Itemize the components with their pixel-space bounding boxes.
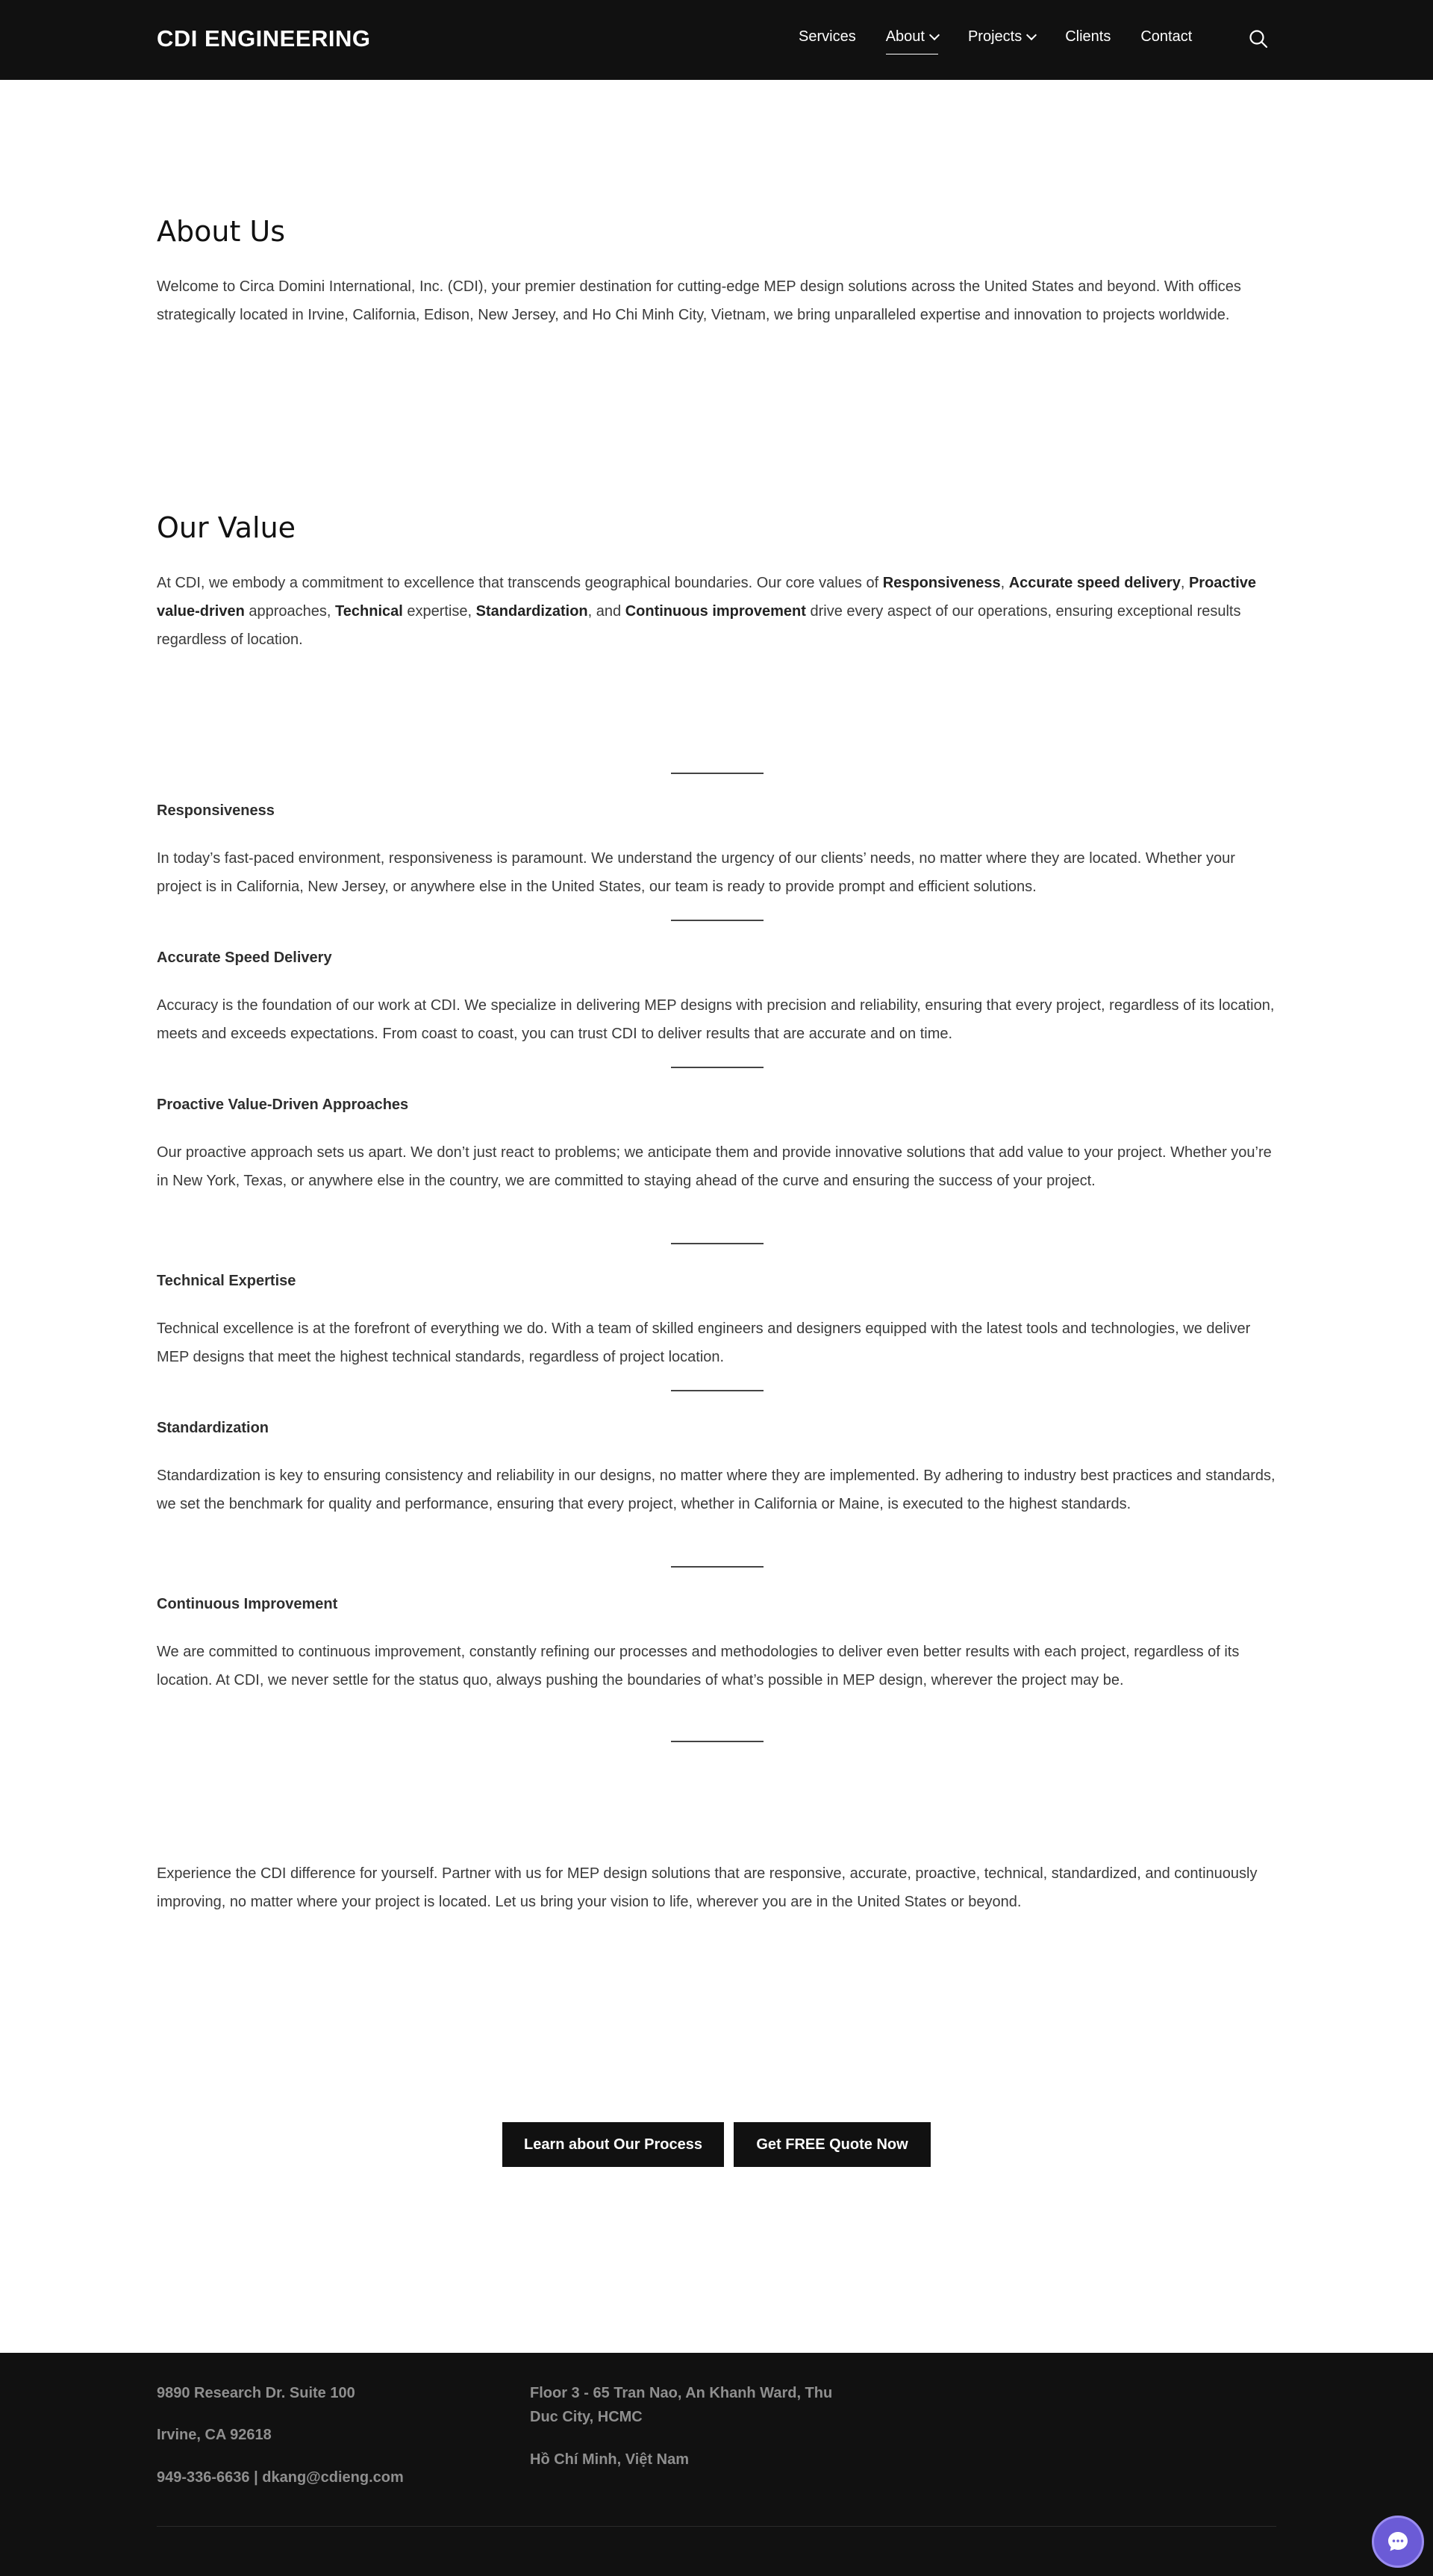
value-text-technical: Technical excellence is at the forefront of everything we do. With a team of skilled engineers and designers equipped with the latest tools and technologies, we deliver MEP designs that meet the highest technical standards, regardless of project location. [157, 1320, 1251, 1365]
nav-about-label: About [885, 28, 925, 45]
value-title-accurate-speed: Accurate Speed Delivery [157, 949, 332, 966]
divider [671, 1067, 764, 1068]
divider [671, 1741, 764, 1742]
value-text-responsiveness: In today’s fast-paced environment, responsiveness is paramount. We understand the urgency of our clients’ needs, no matter where they are located. Whether your project is in California, New Jersey, or anywhere else in the United States, our team is ready to provide prompt and efficient solutions. [157, 850, 1235, 895]
nav-services[interactable] [799, 28, 856, 46]
value-title-responsiveness: Responsiveness [157, 802, 275, 819]
our-value-title: Our Value [157, 511, 296, 544]
brand-logo[interactable]: CDI ENGINEERING [157, 25, 371, 52]
value-text-accurate-speed: Accuracy is the foundation of our work at CDI. We specialize in delivering MEP designs with precision and reliability, ensuring that every project, regardless of its location, meets and exceeds expectations. From coast to coast, you can trust CDI to deliver results that are accurate and on time. [157, 997, 1275, 1042]
footer-vn-address-line2: Hồ Chí Minh, Việt Nam [530, 2451, 689, 2468]
nav-about[interactable] [886, 28, 938, 46]
intro-text: expertise, [402, 603, 476, 620]
divider [671, 920, 764, 921]
value-title-technical: Technical Expertise [157, 1273, 296, 1289]
footer-divider [157, 2526, 1276, 2527]
search-icon[interactable] [1249, 29, 1268, 49]
learn-process-button[interactable]: Learn about Our Process [502, 2122, 724, 2167]
value-highlight: Standardization [475, 603, 588, 620]
value-title-proactive: Proactive Value-Driven Approaches [157, 1097, 409, 1113]
site-header [0, 0, 1433, 80]
divider [671, 1566, 764, 1568]
divider [671, 1243, 764, 1244]
footer-vn-address-line1: Floor 3 - 65 Tran Nao, An Khanh Ward, Thu Duc City, HCMC [530, 2385, 833, 2425]
nav-projects[interactable] [968, 28, 1035, 46]
chevron-down-icon [931, 31, 938, 39]
nav-services-label: Services [799, 28, 856, 45]
value-highlight: Accurate speed delivery [1008, 575, 1181, 591]
intro-text: drive every aspect of our operations, ensuring exceptional results regardless of location. [157, 603, 1241, 648]
chevron-down-icon [1028, 31, 1035, 39]
divider [671, 1390, 764, 1391]
intro-text: , [1000, 575, 1009, 591]
chat-bubble-icon[interactable] [1372, 2516, 1424, 2568]
about-title: About Us [157, 215, 286, 248]
intro-text: approaches, [244, 603, 336, 620]
value-title-continuous: Continuous Improvement [157, 1596, 338, 1612]
intro-text: , and [587, 603, 625, 620]
value-text-continuous: We are committed to continuous improvement, constantly refining our processes and methodologies to deliver even better results with each project, regardless of its location. At CDI, we never settle for the status quo, always pushing the boundaries of what’s possible in MEP design, wherever the project may be. [157, 1644, 1240, 1688]
footer-us-contact[interactable]: 949-336-6636 | dkang@cdieng.com [157, 2469, 404, 2486]
value-highlight: Continuous improvement [625, 603, 806, 620]
footer-us-address-line2: Irvine, CA 92618 [157, 2427, 272, 2443]
footer-us-address-line1: 9890 Research Dr. Suite 100 [157, 2385, 355, 2401]
value-highlight: Technical [335, 603, 403, 620]
value-highlight: Proactive value-driven [157, 575, 1257, 620]
about-text: Welcome to Circa Domini International, Inc. (CDI), your premier destination for cutting-edge MEP design solutions across the United States and beyond. With offices strategically located in Irvine, California, Edison, New Jersey, and Ho Chi Minh City, Vietnam, we bring unparalleled expertise and innovation to projects worldwide. [157, 278, 1241, 323]
intro-text: At CDI, we embody a commitment to excellence that transcends geographical boundaries. Our core values of [157, 575, 883, 591]
free-quote-button[interactable]: Get FREE Quote Now [734, 2122, 931, 2167]
divider [671, 773, 764, 774]
intro-text: , [1180, 575, 1189, 591]
value-title-standardization: Standardization [157, 1420, 269, 1436]
nav-projects-label: Projects [967, 28, 1023, 45]
our-value-intro [157, 569, 1276, 654]
nav-clients-label: Clients [1065, 28, 1111, 45]
value-text-standardization: Standardization is key to ensuring consistency and reliability in our designs, no matter where they are implemented. By adhering to industry best practices and standards, we set the benchmark for quality and performance, ensuring that every project, whether in California or Maine, is executed to the highest standards. [157, 1468, 1276, 1512]
nav-clients[interactable] [1065, 28, 1111, 46]
nav-contact-label: Contact [1140, 28, 1193, 45]
closing-text: Experience the CDI difference for yourself. Partner with us for MEP design solutions that are responsive, accurate, proactive, technical, standardized, and continuously improving, no matter where your project is located. Let us bring your vision to life, wherever you are in the United States or beyond. [157, 1865, 1258, 1910]
nav-contact[interactable] [1140, 28, 1192, 46]
main-nav [799, 28, 1222, 46]
value-highlight: Responsiveness [882, 575, 1001, 591]
value-text-proactive: Our proactive approach sets us apart. We don’t just react to problems; we anticipate them and provide innovative solutions that add value to your project. Whether you’re in New York, Texas, or anywhere else in the country, we are committed to staying ahead of the curve and ensuring the success of your project. [157, 1144, 1272, 1189]
